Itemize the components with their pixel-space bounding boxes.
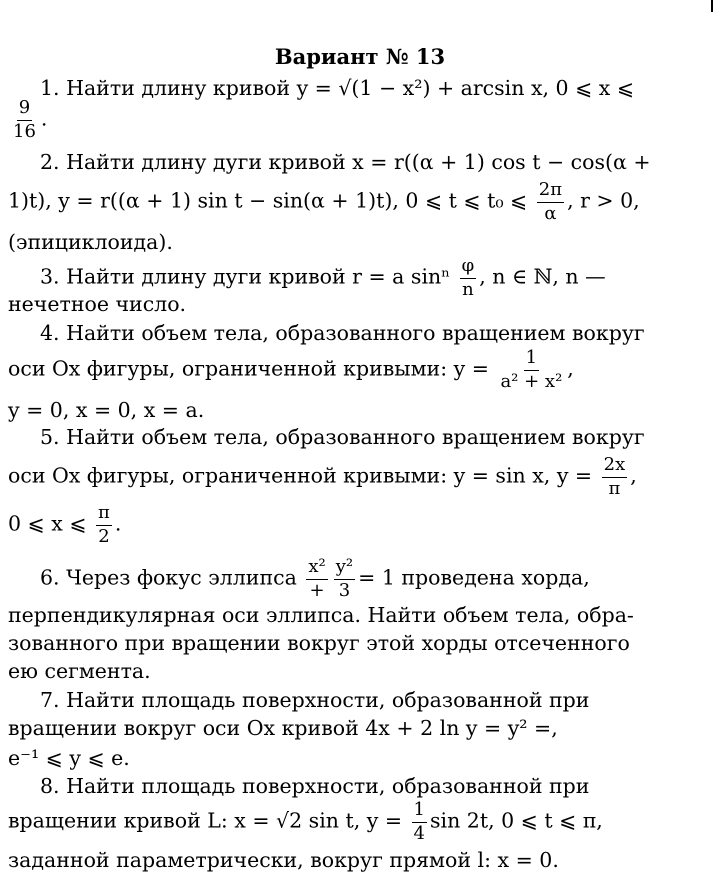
problem-2-line-2 (8, 180, 640, 224)
problem-2-text-b: , r > 0, (567, 188, 640, 213)
problem-3-text-b: , n ∈ ℕ, n — (479, 264, 606, 289)
problem-8-line-2 (8, 800, 603, 844)
problem-8-line-1: 8. Найти площадь поверхности, образованной при (40, 774, 590, 798)
fraction-denominator: a² + x² (500, 370, 563, 392)
problem-6-line-3: зованного при вращении вокруг этой хорды отсеченного (8, 631, 630, 655)
fraction-numerator: π (96, 503, 112, 526)
fraction-denominator: n (462, 278, 474, 300)
problem-6-line-4: ею сегмента. (8, 659, 151, 683)
problem-6-text-a: 6. Через фокус эллипса (40, 565, 297, 590)
problem-8-text-a: вращении кривой L: x = √2 sin t, y = (8, 808, 403, 833)
fraction-denominator: 4 (413, 822, 425, 844)
problem-5-line-2 (8, 455, 637, 499)
fraction-2pi-alpha (537, 180, 564, 224)
problem-1-line-1: 1. Найти длину кривой y = √(1 − x²) + arcsin x, 0 ⩽ x ⩽ (40, 76, 635, 100)
fraction-denominator: + (309, 579, 325, 601)
variant-title: Вариант № 13 (274, 44, 446, 69)
problem-8-text-b: sin 2t, 0 ⩽ t ⩽ π, (430, 808, 603, 833)
fraction-9-16 (11, 98, 38, 142)
problem-5-line-3 (8, 503, 121, 547)
problem-3-line-2: нечетное число. (8, 292, 187, 316)
fraction-denominator: 3 (338, 579, 351, 601)
problem-3-text-a: 3. Найти длину дуги кривой r = a sinⁿ (40, 264, 451, 289)
problem-2-text-a: 1)t), y = r((α + 1) sin t − sin(α + 1)t), 0 ⩽ t ⩽ t₀ ⩽ (8, 188, 528, 213)
problem-7-line-3: e⁻¹ ⩽ y ⩽ e. (8, 746, 130, 770)
fraction-numerator: x² (306, 557, 327, 580)
fraction-denominator: 16 (13, 120, 36, 142)
problem-8-line-3: заданной параметрически, вокруг прямой l: x = 0. (8, 848, 559, 872)
problem-4-line-1: 4. Найти объем тела, образованного вращением вокруг (40, 321, 645, 345)
fraction-numerator: y² (334, 557, 355, 580)
fraction-denominator: 2 (98, 525, 110, 547)
fraction-numerator: 2x (602, 455, 628, 478)
problem-4-line-3: y = 0, x = 0, x = a. (8, 398, 205, 422)
fraction-1-a2-x2 (498, 348, 564, 392)
fraction-numerator: 9 (17, 98, 32, 121)
fraction-pi-2 (96, 503, 112, 547)
corner-mark (711, 0, 713, 12)
fraction-1-4 (412, 800, 427, 844)
problem-5-line-1: 5. Найти объем тела, образованного вращением вокруг (40, 425, 645, 449)
problem-2-line-3: (эпициклоида). (8, 230, 173, 254)
fraction-2x-pi (602, 455, 628, 499)
problem-4-text-b: , (567, 356, 574, 381)
fraction-denominator: π (608, 477, 621, 499)
problem-4-text-a: оси Ox фигуры, ограниченной кривыми: y = (8, 356, 489, 381)
fraction-numerator: 2π (537, 180, 564, 203)
fraction-numerator: 1 (412, 800, 427, 823)
problem-5-text-a: оси Ox фигуры, ограниченной кривыми: y = sin x, y = (8, 463, 593, 488)
problem-7-line-1: 7. Найти площадь поверхности, образованной при (40, 688, 590, 712)
fraction-numerator: φ (460, 256, 477, 279)
fraction-x2 (306, 557, 327, 601)
problem-6-line-1 (40, 557, 590, 601)
problem-4-line-2 (8, 348, 574, 392)
problem-1-line-2 (8, 98, 47, 142)
fraction-numerator: 1 (524, 348, 539, 371)
problem-6-line-2: перпендикулярная оси эллипса. Найти объем тела, обра- (8, 603, 634, 627)
problem-5-text-d: . (114, 511, 122, 536)
problem-7-line-2: вращении вокруг оси Ox кривой 4x + 2 ln y = y² =, (8, 716, 558, 740)
problem-2-line-1: 2. Найти длину дуги кривой x = r((α + 1) cos t − cos(α + (40, 150, 651, 174)
fraction-denominator: α (544, 202, 557, 224)
period: . (40, 106, 48, 131)
problem-6-text-b: = 1 проведена хорда, (358, 565, 590, 590)
fraction-phi-n (460, 256, 477, 300)
fraction-y2-3 (334, 557, 355, 601)
problem-5-text-c: 0 ⩽ x ⩽ (8, 511, 87, 536)
problem-5-text-b: , (630, 463, 637, 488)
